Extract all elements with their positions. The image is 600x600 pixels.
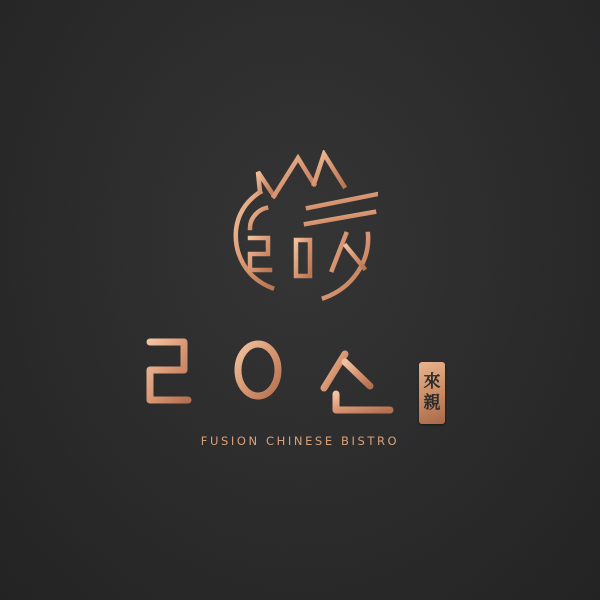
seal-char-1: 來 [423,372,441,392]
korean-wordmark [140,328,420,418]
seal-stamp [419,362,445,424]
seal-char-2: 親 [423,393,441,413]
tagline: FUSION CHINESE BISTRO [200,434,400,448]
flame-monogram-icon [228,150,378,306]
